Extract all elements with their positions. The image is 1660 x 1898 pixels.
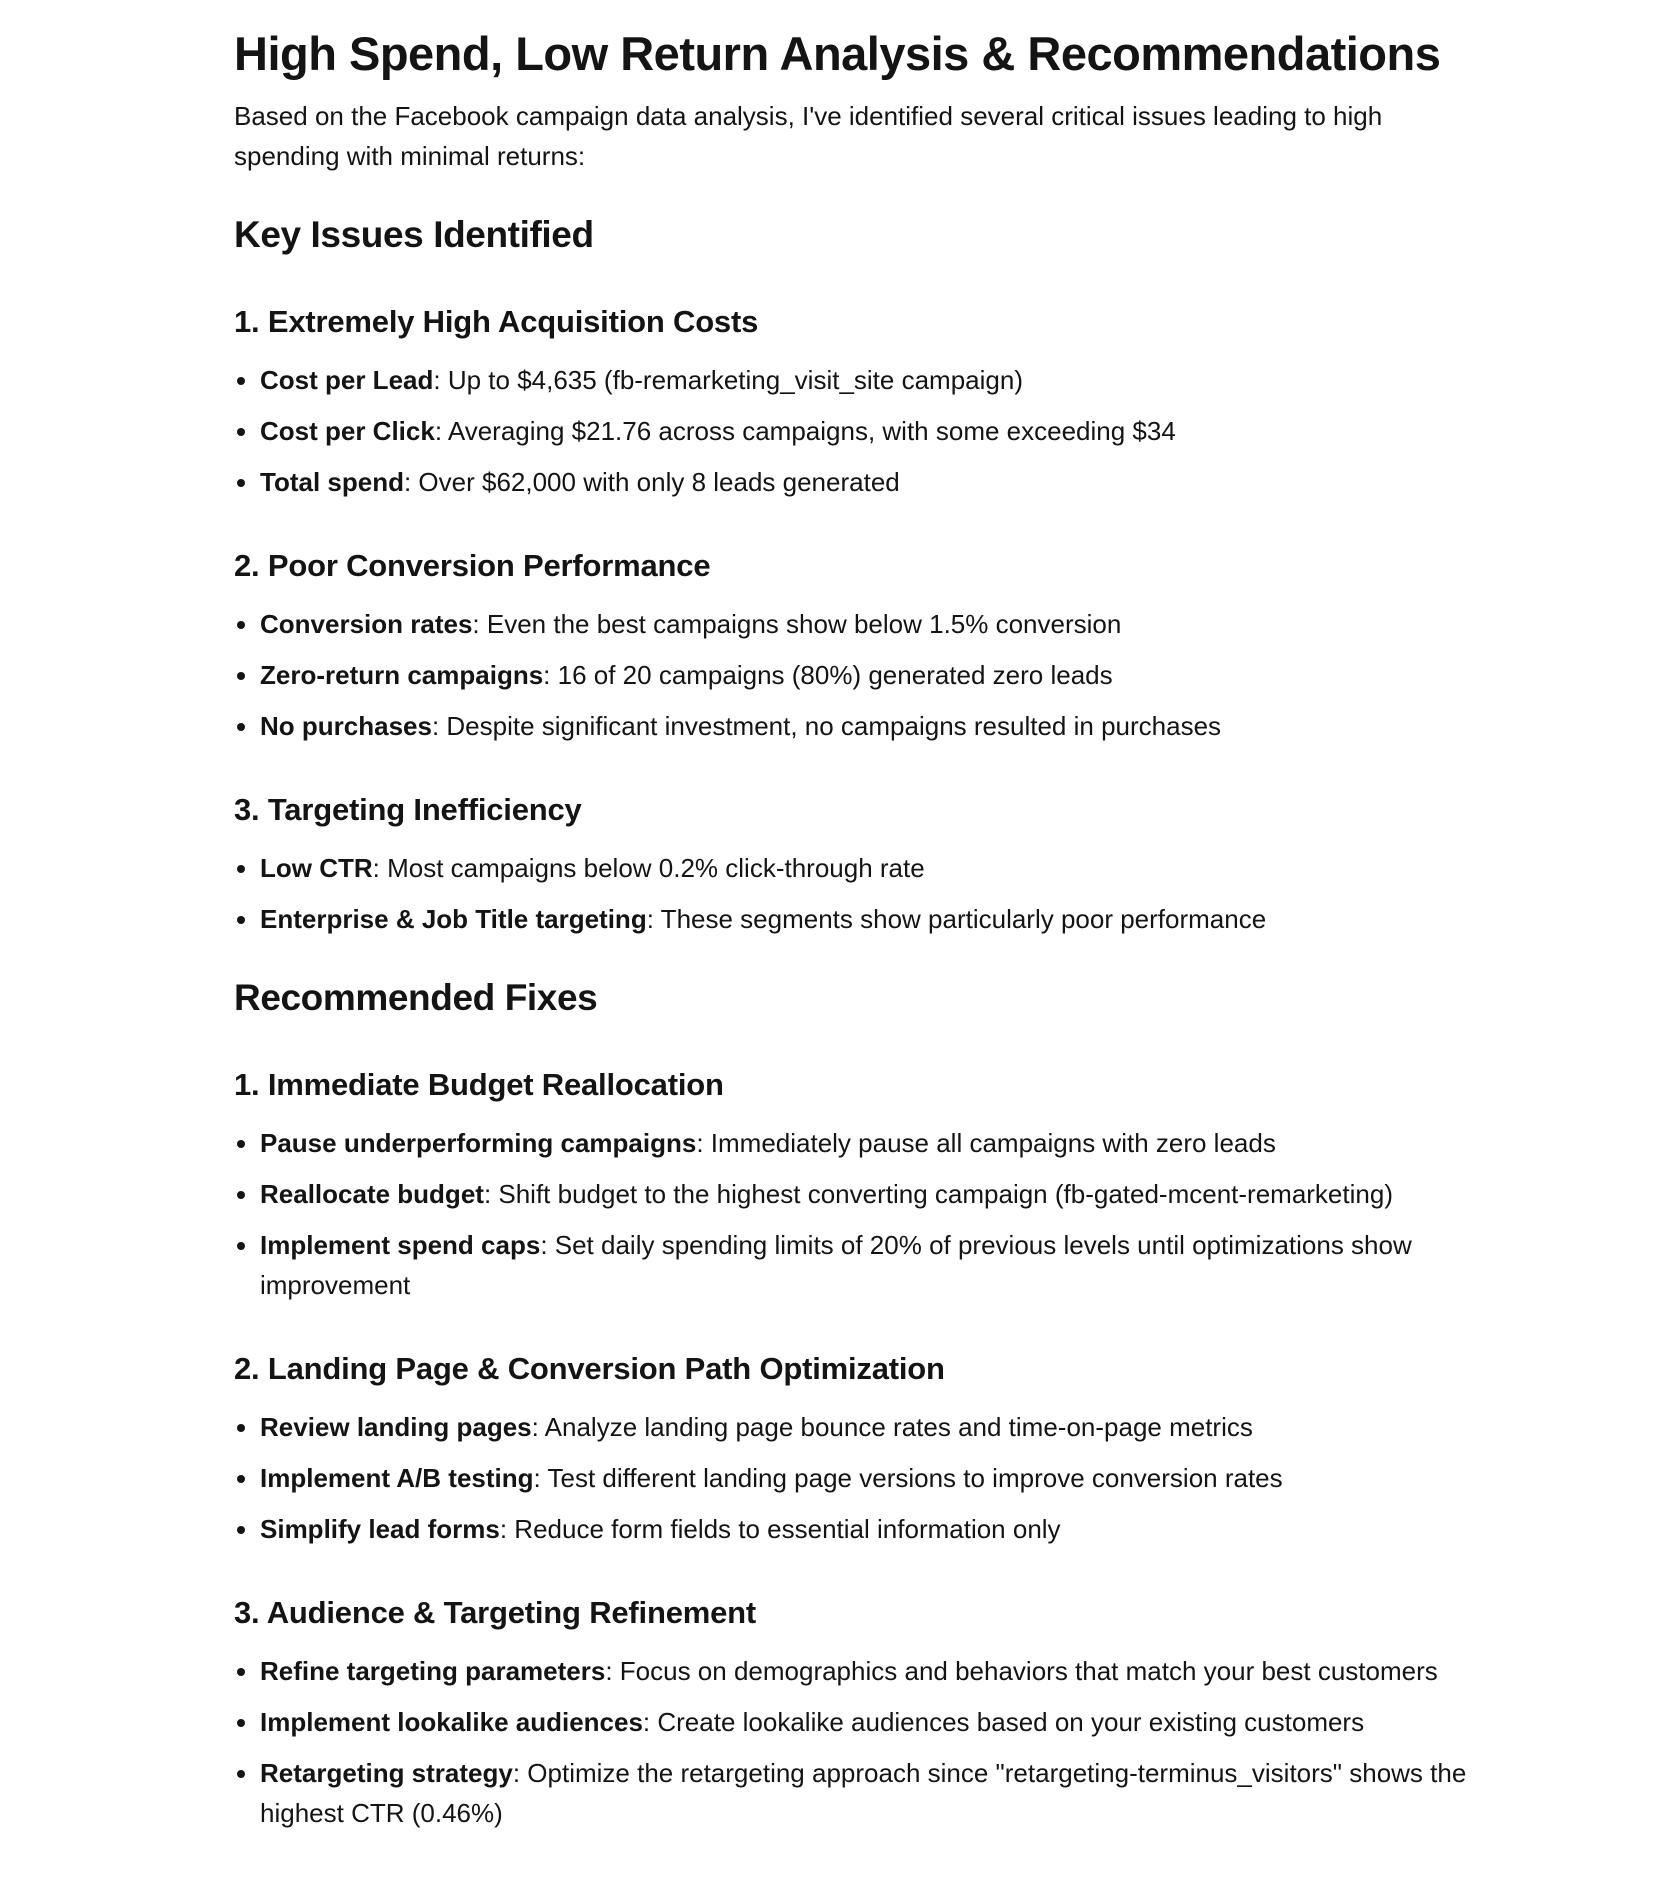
bullet-label: Pause underperforming campaigns xyxy=(260,1128,697,1158)
bullet-list xyxy=(234,1651,1488,1833)
subsection-heading: 2. Poor Conversion Performance xyxy=(234,548,711,583)
bullet-label: Review landing pages xyxy=(260,1412,532,1442)
bullet-label: Reallocate budget xyxy=(260,1179,484,1209)
bullet-list xyxy=(234,360,1488,502)
subsection-heading: 1. Immediate Budget Reallocation xyxy=(234,1067,724,1102)
list-item: • Retargeting strategy: Optimize the retargeting approach since "retargeting-terminus_visitors" shows the highest CTR (0.46%) xyxy=(260,1753,1488,1833)
bullet-label: Implement A/B testing xyxy=(260,1463,534,1493)
bullet-list xyxy=(234,604,1488,746)
list-item: • Refine targeting parameters: Focus on demographics and behaviors that match your best customers xyxy=(260,1651,1488,1691)
bullet-label: Zero-return campaigns xyxy=(260,660,544,690)
list-item: • Implement lookalike audiences: Create lookalike audiences based on your existing customers xyxy=(260,1702,1488,1742)
bullet-label: Simplify lead forms xyxy=(260,1514,500,1544)
list-item: • No purchases: Despite significant investment, no campaigns resulted in purchases xyxy=(260,706,1488,746)
bullet-label: Low CTR xyxy=(260,853,373,883)
bullet-label: No purchases xyxy=(260,711,432,741)
list-item: • Review landing pages: Analyze landing page bounce rates and time-on-page metrics xyxy=(260,1407,1488,1447)
subsection-heading: 3. Targeting Inefficiency xyxy=(234,792,582,827)
bullet-label: Cost per Click xyxy=(260,416,435,446)
sections-container xyxy=(234,212,1488,1833)
list-item: • Total spend: Over $62,000 with only 8 leads generated xyxy=(260,462,1488,502)
bullet-label: Enterprise & Job Title targeting xyxy=(260,904,647,934)
bullet-label: Refine targeting parameters xyxy=(260,1656,606,1686)
list-item: • Implement spend caps: Set daily spending limits of 20% of previous levels until optimizations show improvement xyxy=(260,1225,1488,1305)
bullet-list xyxy=(234,1407,1488,1549)
bullet-label: Cost per Lead xyxy=(260,365,434,395)
list-item: • Enterprise & Job Title targeting: These segments show particularly poor performance xyxy=(260,899,1488,939)
bullet-label: Implement spend caps xyxy=(260,1230,541,1260)
bullet-list xyxy=(234,1123,1488,1305)
subsection-heading: 3. Audience & Targeting Refinement xyxy=(234,1595,757,1630)
subsection-heading: 1. Extremely High Acquisition Costs xyxy=(234,304,759,339)
list-item: • Implement A/B testing: Test different landing page versions to improve conversion rates xyxy=(260,1458,1488,1498)
list-item: • Zero-return campaigns: 16 of 20 campaigns (80%) generated zero leads xyxy=(260,655,1488,695)
list-item: • Simplify lead forms: Reduce form fields to essential information only xyxy=(260,1509,1488,1549)
list-item: • Conversion rates: Even the best campaigns show below 1.5% conversion xyxy=(260,604,1488,644)
section-heading: Recommended Fixes xyxy=(234,977,598,1018)
list-item: • Cost per Click: Averaging $21.76 across campaigns, with some exceeding $34 xyxy=(260,411,1488,451)
bullet-label: Conversion rates xyxy=(260,609,473,639)
list-item: • Reallocate budget: Shift budget to the highest converting campaign (fb-gated-mcent-remarketing) xyxy=(260,1174,1488,1214)
page-title: High Spend, Low Return Analysis & Recommendations xyxy=(234,27,1441,80)
bullet-list xyxy=(234,848,1488,939)
bullet-label: Implement lookalike audiences xyxy=(260,1707,643,1737)
list-item: • Pause underperforming campaigns: Immediately pause all campaigns with zero leads xyxy=(260,1123,1488,1163)
analysis-document xyxy=(234,25,1488,1833)
intro-paragraph: Based on the Facebook campaign data analysis, I've identified several critical issues leading to high spending with minimal returns: xyxy=(234,101,1383,171)
section-heading: Key Issues Identified xyxy=(234,214,594,255)
bullet-label: Retargeting strategy xyxy=(260,1758,513,1788)
bullet-label: Total spend xyxy=(260,467,404,497)
list-item: • Cost per Lead: Up to $4,635 (fb-remarketing_visit_site campaign) xyxy=(260,360,1488,400)
list-item: • Low CTR: Most campaigns below 0.2% click-through rate xyxy=(260,848,1488,888)
subsection-heading: 2. Landing Page & Conversion Path Optimization xyxy=(234,1351,945,1386)
